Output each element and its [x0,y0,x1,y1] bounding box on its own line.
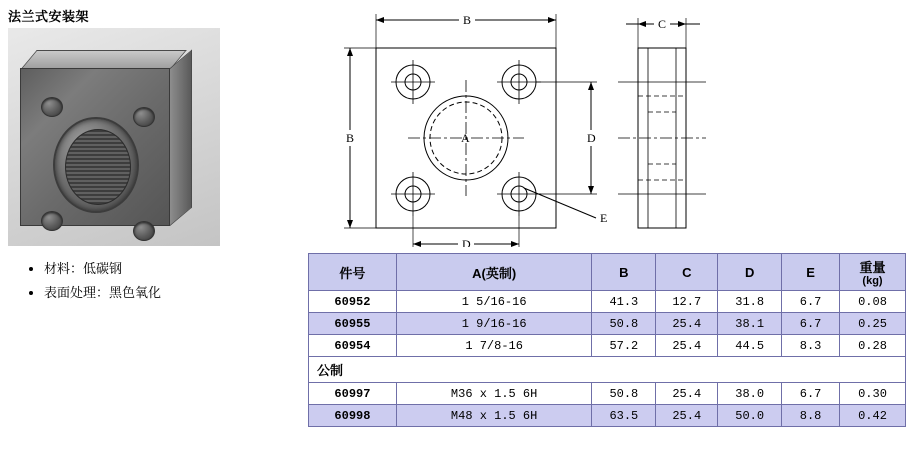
spec-table [308,253,906,427]
technical-drawing [308,2,908,247]
header-weight-main: 重量 [859,260,886,275]
flange-bolt-hole [133,221,155,241]
dim-label-b-top: B [463,13,472,27]
table-header-row [309,254,906,291]
flange-bolt-hole [133,107,155,127]
cell-part-number: 60954 [309,335,397,357]
cell-a: 1 7/8-16 [396,335,592,357]
cell-weight: 0.42 [840,405,906,427]
cell-a: 1 5/16-16 [396,291,592,313]
cell-d: 44.5 [718,335,782,357]
cell-d: 31.8 [718,291,782,313]
cell-c: 25.4 [656,335,718,357]
flange-top-edge [20,50,187,70]
header-c: C [656,254,718,291]
cell-a: M48 x 1.5 6H [396,405,592,427]
flange-center-bore [53,117,139,213]
cell-b: 41.3 [592,291,656,313]
cell-e: 8.8 [782,405,840,427]
cell-d: 38.1 [718,313,782,335]
section-label-metric: 公制 [309,357,906,383]
spec-bullet-list [30,258,161,306]
cell-c: 25.4 [656,313,718,335]
cell-part-number: 60997 [309,383,397,405]
cell-part-number: 60952 [309,291,397,313]
cell-d: 38.0 [718,383,782,405]
table-section-row [309,357,906,383]
cell-a: 1 9/16-16 [396,313,592,335]
flange-block-illustration [20,50,192,226]
cell-e: 6.7 [782,291,840,313]
cell-weight: 0.30 [840,383,906,405]
dim-label-a: A [461,131,470,145]
flange-bolt-hole [41,97,63,117]
table-row [309,383,906,405]
cell-weight: 0.25 [840,313,906,335]
cell-c: 25.4 [656,405,718,427]
product-photo [8,28,220,246]
cell-d: 50.0 [718,405,782,427]
cell-a: M36 x 1.5 6H [396,383,592,405]
list-item: • 表面处理：黑色氧化 [44,282,161,304]
dim-label-c: C [658,17,667,31]
flange-front-face [20,68,170,226]
cell-part-number: 60955 [309,313,397,335]
flange-side-edge [170,50,192,226]
flange-bore-threads [65,129,131,205]
cell-e: 6.7 [782,313,840,335]
cell-c: 12.7 [656,291,718,313]
dim-label-d-bottom: D [462,237,471,247]
flange-bolt-hole [41,211,63,231]
cell-part-number: 60998 [309,405,397,427]
cell-e: 6.7 [782,383,840,405]
dim-label-b-left: B [346,131,355,145]
spec-table-container [308,253,906,427]
table-row [309,313,906,335]
header-a: A(英制) [396,254,592,291]
dim-label-e: E [600,211,608,225]
cell-c: 25.4 [656,383,718,405]
cell-b: 50.8 [592,313,656,335]
list-item: • 材料：低碳钢 [44,258,161,280]
header-weight [840,254,906,291]
photo-background [8,28,220,246]
left-column [0,0,300,450]
table-row [309,405,906,427]
table-row [309,291,906,313]
header-part-number: 件号 [309,254,397,291]
table-row [309,335,906,357]
header-d: D [718,254,782,291]
header-b: B [592,254,656,291]
cell-b: 57.2 [592,335,656,357]
cell-weight: 0.28 [840,335,906,357]
cell-weight: 0.08 [840,291,906,313]
cell-e: 8.3 [782,335,840,357]
header-e: E [782,254,840,291]
header-weight-unit: (kg) [862,275,883,287]
cell-b: 63.5 [592,405,656,427]
page-title: 法兰式安装架 [8,9,90,24]
dim-label-d-right: D [587,131,596,145]
cell-b: 50.8 [592,383,656,405]
